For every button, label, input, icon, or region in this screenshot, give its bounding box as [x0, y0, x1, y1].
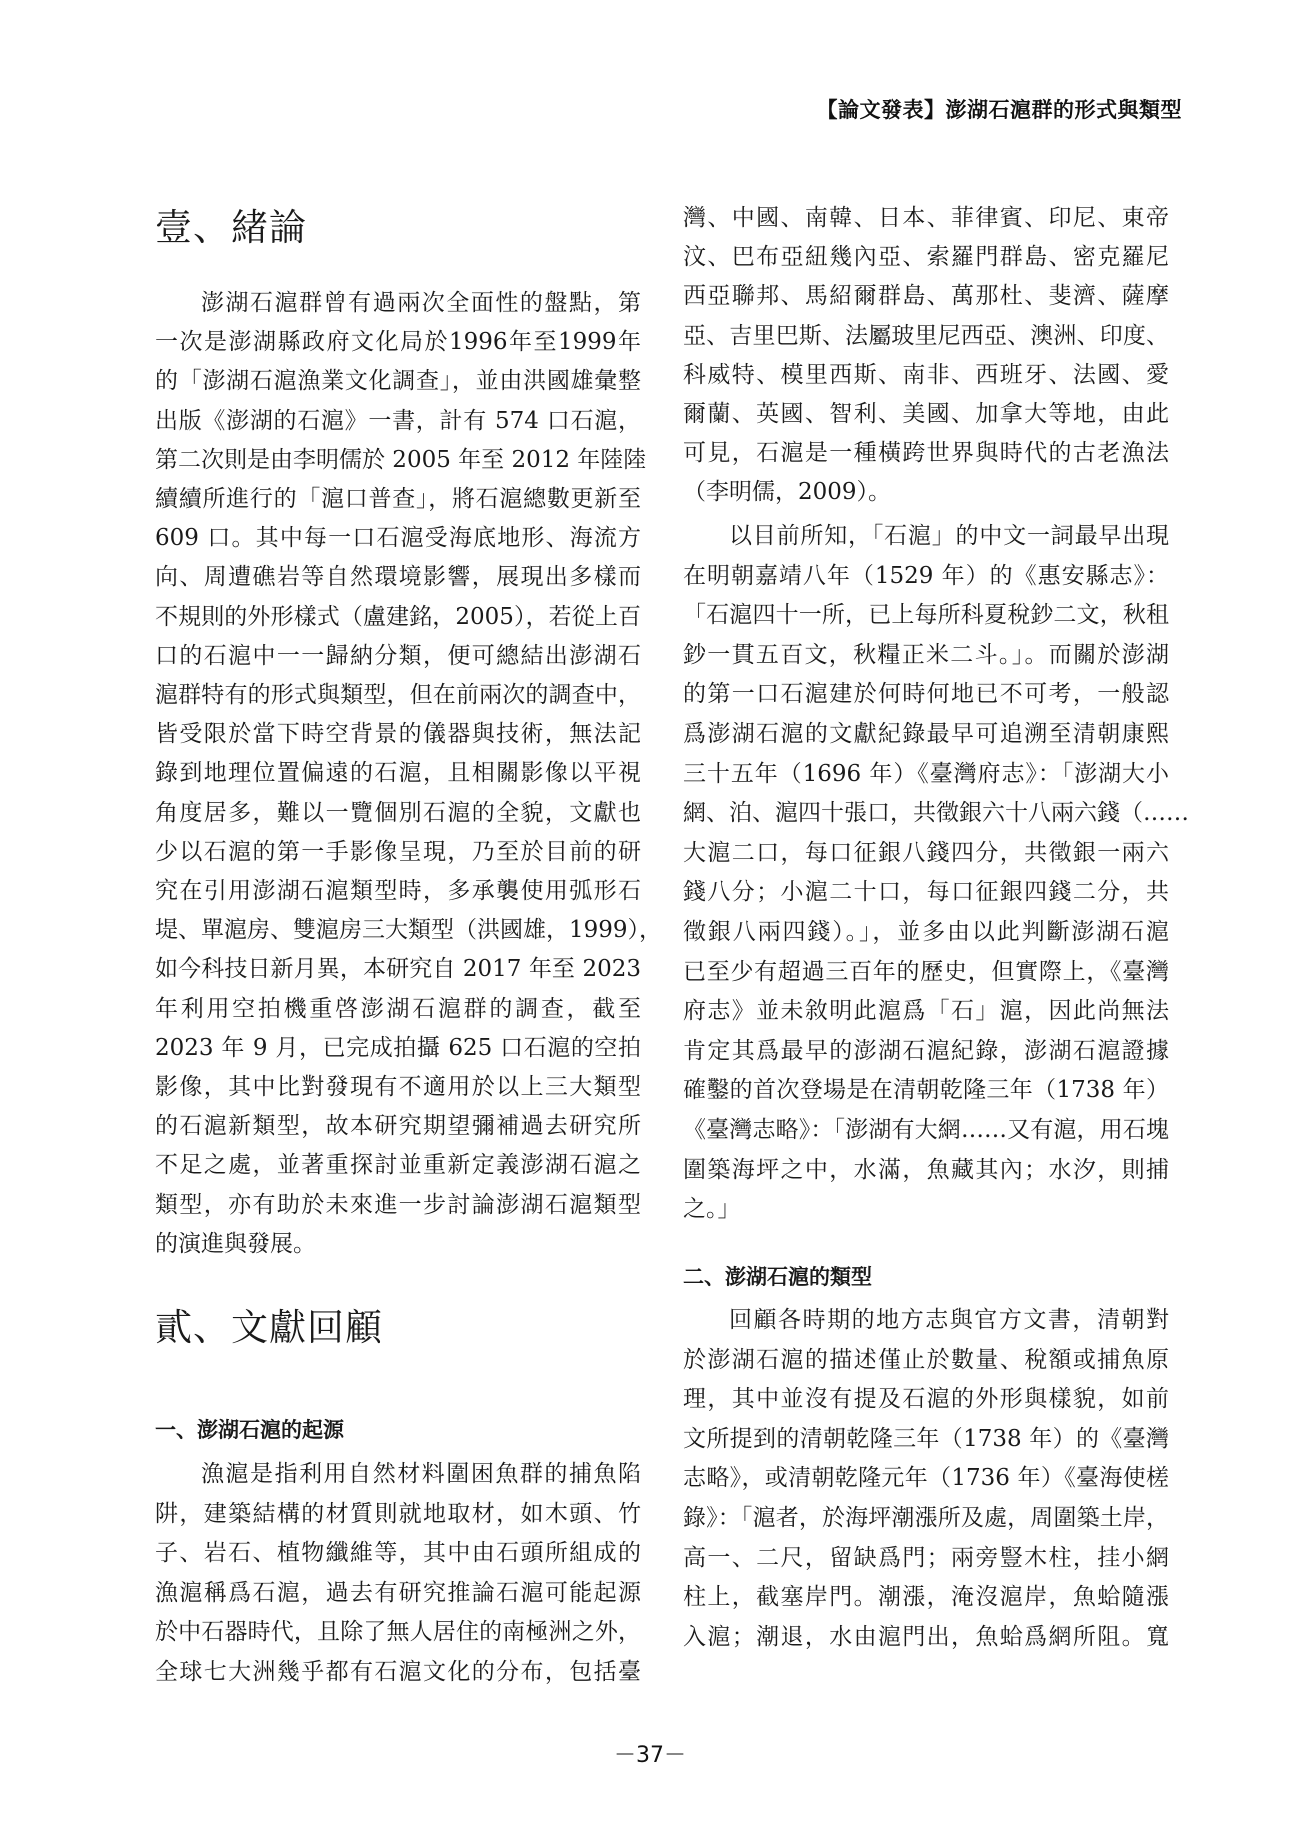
text-line: 的石滬新類型，故本研究期望彌補過去研究所 — [155, 1113, 641, 1140]
text-line: 肯定其爲最早的澎湖石滬紀錄，澎湖石滬證據 — [683, 1037, 1169, 1064]
section-heading-literature-review: 貳、文獻回顧 — [155, 1306, 383, 1349]
text-line: 高一、二尺，留缺爲門；兩旁豎木柱，挂小網 — [683, 1544, 1169, 1571]
text-line: 錢八分；小滬二十口，每口征銀四錢二分，共 — [683, 879, 1169, 906]
text-line: 錄到地理位置偏遠的石滬，且相關影像以平視 — [155, 760, 641, 787]
text-line: 皆受限於當下時空背景的儀器與技術，無法記 — [155, 721, 641, 748]
text-line: 徵銀八兩四錢）。」，並多由以此判斷澎湖石滬 — [683, 919, 1169, 945]
text-line: 《臺灣志略》：「澎湖有大網……又有滬，用石塊 — [683, 1117, 1169, 1143]
text-line: 文所提到的清朝乾隆三年（1738 年）的《臺灣 — [683, 1425, 1169, 1452]
text-line: 圍築海坪之中，水滿，魚藏其內；水汐，則捕 — [683, 1156, 1169, 1183]
text-line: 阱，建築結構的材質則就地取材，如木頭、竹 — [155, 1500, 641, 1527]
text-line: 不規則的外形樣式（盧建銘，2005），若從上百 — [155, 603, 641, 630]
text-line: 於中石器時代，且除了無人居住的南極洲之外， — [155, 1619, 641, 1646]
text-line: 亞、吉里巴斯、法屬玻里尼西亞、澳洲、印度、 — [683, 322, 1169, 349]
text-line: 回顧各時期的地方志與官方文書，清朝對 — [729, 1307, 1169, 1333]
subsection-heading-types: 二、澎湖石滬的類型 — [683, 1265, 872, 1289]
text-line: 漁滬是指利用自然材料圍困魚群的捕魚陷 — [201, 1461, 641, 1487]
text-line: 爾蘭、英國、智利、美國、加拿大等地，由此 — [683, 401, 1169, 427]
text-line: 如今科技日新月異，本研究自 2017 年至 2023 — [155, 956, 641, 983]
text-line: 漁滬稱爲石滬，過去有研究推論石滬可能起源 — [155, 1579, 641, 1606]
text-line: （李明儒，2009）。 — [683, 479, 892, 506]
text-line: 府志》並未敘明此滬爲「石」滬，因此尚無法 — [683, 998, 1169, 1025]
text-line: 爲澎湖石滬的文獻紀錄最早可追溯至清朝康熙 — [683, 721, 1169, 747]
text-line: 於澎湖石滬的描述僅止於數量、稅額或捕魚原 — [683, 1346, 1169, 1373]
text-line: 第二次則是由李明儒於 2005 年至 2012 年陸陸 — [155, 446, 647, 473]
text-line: 大滬二口，每口征銀八錢四分，共徵銀一兩六 — [683, 839, 1169, 866]
text-line: 全球七大洲幾乎都有石滬文化的分布，包括臺 — [155, 1659, 641, 1685]
text-line: 科威特、模里西斯、南非、西班牙、法國、愛 — [683, 361, 1169, 388]
text-line: 「石滬四十一所，已上每所科夏稅鈔二文，秋租 — [683, 602, 1169, 629]
text-line: 角度居多，難以一覽個別石滬的全貌，文獻也 — [155, 799, 641, 826]
text-line: 滬群特有的形式與類型，但在前兩次的調查中， — [155, 682, 641, 708]
text-line: 澎湖石滬群曾有過兩次全面性的盤點，第 — [201, 290, 641, 316]
text-line: 一次是澎湖縣政府文化局於1996年至1999年 — [155, 329, 641, 356]
text-line: 鈔一貫五百文，秋糧正米二斗。」。而關於澎湖 — [683, 641, 1169, 668]
text-line: 以目前所知，「石滬」的中文一詞最早出現 — [729, 523, 1169, 549]
text-line: 西亞聯邦、馬紹爾群島、萬那杜、斐濟、薩摩 — [683, 283, 1169, 310]
text-line: 汶、巴布亞紐幾內亞、索羅門群島、密克羅尼 — [683, 244, 1169, 271]
section-heading-introduction: 壹、緒論 — [155, 206, 307, 249]
text-line: 之。」 — [683, 1196, 741, 1223]
text-line: 錄》：「滬者，於海坪潮漲所及處，周圍築土岸， — [683, 1505, 1169, 1531]
text-line: 少以石滬的第一手影像呈現，乃至於目前的研 — [155, 838, 641, 865]
text-line: 三十五年（1696 年）《臺灣府志》：「澎湖大小 — [683, 760, 1169, 787]
page-number: －37－ — [614, 1743, 686, 1768]
text-line: 灣、中國、南韓、日本、菲律賓、印尼、東帝 — [683, 205, 1169, 231]
text-line: 口的石滬中一一歸納分類，便可總結出澎湖石 — [155, 642, 641, 669]
text-line: 出版《澎湖的石滬》一書，計有 574 口石滬， — [155, 407, 641, 434]
text-line: 入滬；潮退，水由滬門出，魚蛤爲網所阻。寬 — [683, 1623, 1169, 1650]
text-line: 子、岩石、植物纖維等，其中由石頭所組成的 — [155, 1540, 641, 1567]
text-line: 理，其中並沒有提及石滬的外形與樣貌，如前 — [683, 1386, 1169, 1413]
text-line: 在明朝嘉靖八年（1529 年）的《惠安縣志》： — [683, 562, 1169, 589]
text-line: 已至少有超過三百年的歷史，但實際上，《臺灣 — [683, 958, 1169, 985]
text-line: 609 口。其中每一口石滬受海底地形、海流方 — [155, 525, 641, 552]
text-line: 確鑿的首次登場是在清朝乾隆三年（1738 年） — [683, 1077, 1169, 1104]
text-line: 的第一口石滬建於何時何地已不可考，一般認 — [683, 681, 1169, 708]
text-line: 柱上，截塞岸門。潮漲，淹沒滬岸，魚蛤隨漲 — [683, 1584, 1169, 1611]
text-line: 年利用空拍機重啓澎湖石滬群的調查，截至 — [155, 995, 641, 1022]
text-line: 向、周遭礁岩等自然環境影響，展現出多樣而 — [155, 564, 641, 591]
text-line: 究在引用澎湖石滬類型時，多承襲使用弧形石 — [155, 878, 641, 904]
text-line: 堤、單滬房、雙滬房三大類型（洪國雄，1999）， — [155, 917, 663, 944]
text-line: 網、泊、滬四十張口，共徵銀六十八兩六錢（…… — [683, 800, 1189, 827]
text-line: 可見，石滬是一種橫跨世界與時代的古老漁法 — [683, 440, 1169, 467]
text-line: 2023 年 9 月，已完成拍攝 625 口石滬的空拍 — [155, 1034, 641, 1061]
text-line: 的「澎湖石滬漁業文化調查」，並由洪國雄彙整 — [155, 368, 641, 395]
text-line: 續續所進行的「滬口普查」，將石滬總數更新至 — [155, 486, 641, 512]
text-line: 不足之處，並著重探討並重新定義澎湖石滬之 — [155, 1152, 641, 1179]
text-line: 影像，其中比對發現有不適用於以上三大類型 — [155, 1074, 641, 1100]
text-line: 的演進與發展。 — [155, 1230, 316, 1257]
text-line: 志略》，或清朝乾隆元年（1736 年）《臺海使槎 — [683, 1465, 1169, 1492]
text-line: 類型，亦有助於未來進一步討論澎湖石滬類型 — [155, 1191, 641, 1218]
running-header: 【論文發表】澎湖石滬群的形式與類型 — [816, 98, 1182, 122]
subsection-heading-origin: 一、澎湖石滬的起源 — [155, 1418, 344, 1442]
